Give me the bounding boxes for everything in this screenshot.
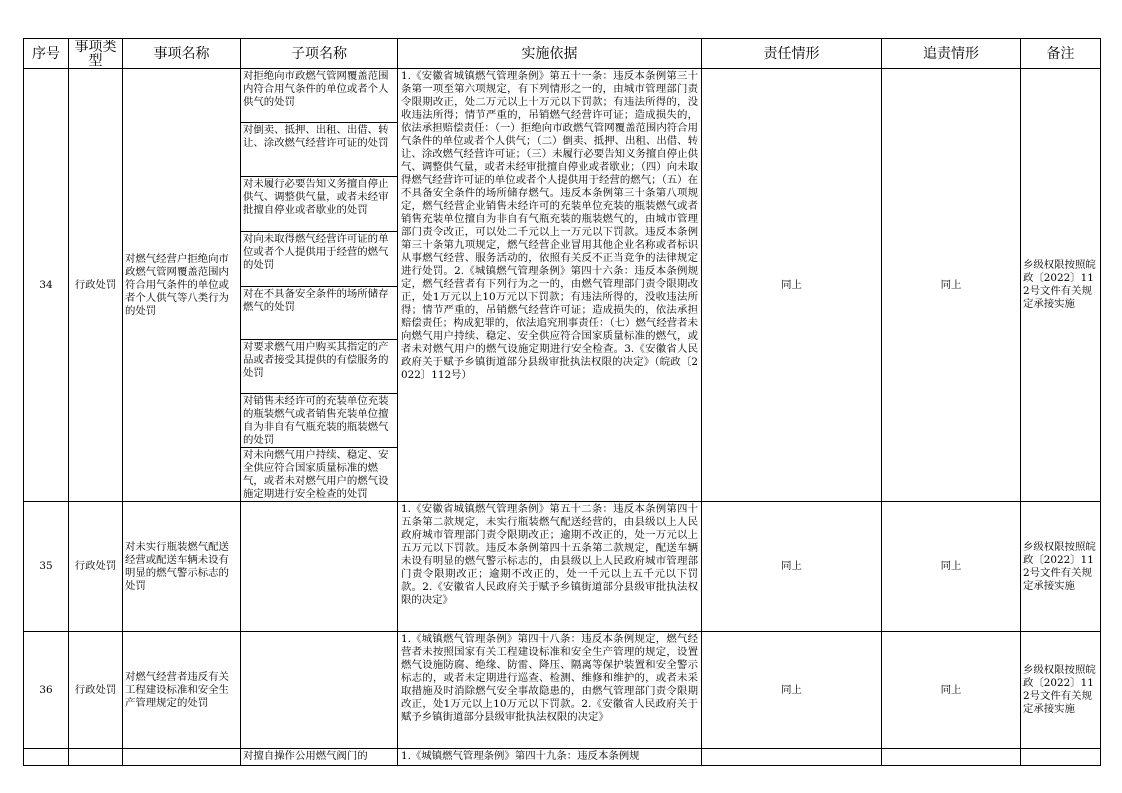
row-remark [1021,749,1101,766]
enforcement-table [23,38,1101,766]
row-subitem: 对要求燃气用户购买其指定的产品或者接受其提供的有偿服务的处罚 [241,340,398,394]
row-remark: 乡级权限按照皖政〔2022〕112号文件有关规定承接实施 [1021,502,1101,632]
row-basis: 1.《安徽省城镇燃气管理条例》第五十一条：违反本条例第三十条第一项至第六项规定，有下列情形之一的，由城市管理部门责令限期改正，处二万元以上十万元以下罚款；有违法所得的，没收违法所得；情节严重的，吊销燃气经营许可证；造成损失的，依法承担赔偿责任：（一）拒绝向市政燃气管网覆盖范围内符合用气条件的单位或者个人供气；（二）倒卖、抵押、出租、出借、转让、涂改燃气经营许可证；（三）未履行必要告知义务擅自停止供气、调整供气量，或者未经审批擅自停业或者歇业；（四）向未取得燃气经营许可证的单位或者个人提供用于经营的燃气；（五）在不具备安全条件的场所储存燃气。违反本条例第三十条第八项规定，燃气经营企业销售未经许可的充装单位充装的瓶装燃气或者销售充装单位擅自为非自有气瓶充装的瓶装燃气的，由城市管理部门责令改正，可以处二千元以上一万元以下罚款。违反本条例第三十条第九项规定，燃气经营企业冒用其他企业名称或者标识从事燃气经营、服务活动的，依照有关反不正当竞争的法律规定进行处罚。2.《城镇燃气管理条例》第四十六条：违反本条例规定，燃气经营者有下列行为之一的，由燃气管理部门责令限期改正，处1万元以上10万元以下罚款；有违法所得的，没收违法所得；情节严重的，吊销燃气经营许可证；造成损失的，依法承担赔偿责任；构成犯罪的，依法追究刑事责任：（七）燃气经营者未向燃气用户持续、稳定、安全供应符合国家质量标准的燃气，或者未对燃气用户的燃气设施定期进行安全检查。3.《安徽省人民政府关于赋予乡镇街道部分县级审批执法权限的决定》（皖政〔2022〕112号） [398,69,702,502]
table-row [24,749,1101,766]
row-duty: 同上 [702,69,882,502]
row-accountability: 同上 [882,502,1021,632]
row-subitem: 对在不具备安全条件的场所储存燃气的处罚 [241,287,398,340]
row-subitem: 对向未取得燃气经营许可证的单位或者个人提供用于经营的燃气的处罚 [241,232,398,287]
row-duty: 同上 [702,502,882,632]
header-name: 事项名称 [123,39,241,69]
row-accountability: 同上 [882,69,1021,502]
row-subitem: 对拒绝向市政燃气管网覆盖范围内符合用气条件的单位或者个人供气的处罚 [241,69,398,123]
row-accountability [882,749,1021,766]
header-accountability: 追责情形 [882,39,1021,69]
row-type [69,749,123,766]
header-basis: 实施依据 [398,39,702,69]
row-subitem: 对倒卖、抵押、出租、出借、转让、涂改燃气经营许可证的处罚 [241,123,398,177]
header-type: 事项类型 [69,39,123,69]
row-type: 行政处罚 [69,632,123,749]
row-basis: 1.《城镇燃气管理条例》第四十八条：违反本条例规定，燃气经营者未按照国家有关工程建设标准和安全生产管理的规定，设置燃气设施防腐、绝缘、防雷、降压、隔离等保护装置和安全警示标志的，或者未定期进行巡查、检测、维修和维护的，或者未采取措施及时消除燃气安全事故隐患的，由燃气管理部门责令限期改正，处1万元以上10万元以下罚款。2.《安徽省人民政府关于赋予乡镇街道部分县级审批执法权限的决定》 [398,632,702,749]
row-subitem: 对未向燃气用户持续、稳定、安全供应符合国家质量标准的燃气，或者未对燃气用户的燃气设施定期进行安全检查的处罚 [241,448,398,502]
row-duty: 同上 [702,632,882,749]
row-remark: 乡级权限按照皖政〔2022〕112号文件有关规定承接实施 [1021,69,1101,502]
row-name: 对燃气经营者违反有关工程建设标准和安全生产管理规定的处罚 [123,632,241,749]
header-duty: 责任情形 [702,39,882,69]
row-no [24,749,69,766]
row-name: 对燃气经营户拒绝向市政燃气管网覆盖范围内符合用气条件的单位或者个人供气等八类行为的处罚 [123,69,241,502]
row-subitem: 对未履行必要告知义务擅自停止供气、调整供气量，或者未经审批擅自停业或者歇业的处罚 [241,177,398,232]
header-no: 序号 [24,39,69,69]
row-subitem: 对销售未经许可的充装单位充装的瓶装燃气或者销售充装单位擅自为非自有气瓶充装的瓶装燃气的处罚 [241,394,398,448]
row-basis: 1.《安徽省城镇燃气管理条例》第五十二条：违反本条例第四十五条第二款规定，未实行瓶装燃气配送经营的，由县级以上人民政府城市管理部门责令限期改正；逾期不改正的，处一万元以上五万元以下罚款。违反本条例第四十五条第二款规定，配送车辆未设有明显的燃气警示标志的，由县级以上人民政府城市管理部门责令限期改正；逾期不改正的，处一千元以上五千元以下罚款。2.《安徽省人民政府关于赋予乡镇街道部分县级审批执法权限的决定》 [398,502,702,632]
row-subitem [241,632,398,749]
row-no: 34 [24,69,69,502]
row-subitem [241,502,398,632]
row-no: 35 [24,502,69,632]
row-remark: 乡级权限按照皖政〔2022〕112号文件有关规定承接实施 [1021,632,1101,749]
row-no: 36 [24,632,69,749]
row-type: 行政处罚 [69,502,123,632]
row-subitem: 对擅自操作公用燃气阀门的 [241,749,398,766]
row-accountability: 同上 [882,632,1021,749]
table-row [24,632,1101,749]
row-name: 对未实行瓶装燃气配送经营或配送车辆未设有明显的燃气警示标志的处罚 [123,502,241,632]
row-duty [702,749,882,766]
table-row [24,69,1101,123]
row-type: 行政处罚 [69,69,123,502]
row-name [123,749,241,766]
header-remark: 备注 [1021,39,1101,69]
row-basis: 1.《城镇燃气管理条例》第四十九条：违反本条例规 [398,749,702,766]
table-row [24,502,1101,632]
header-row [24,39,1101,69]
header-subitem: 子项名称 [241,39,398,69]
